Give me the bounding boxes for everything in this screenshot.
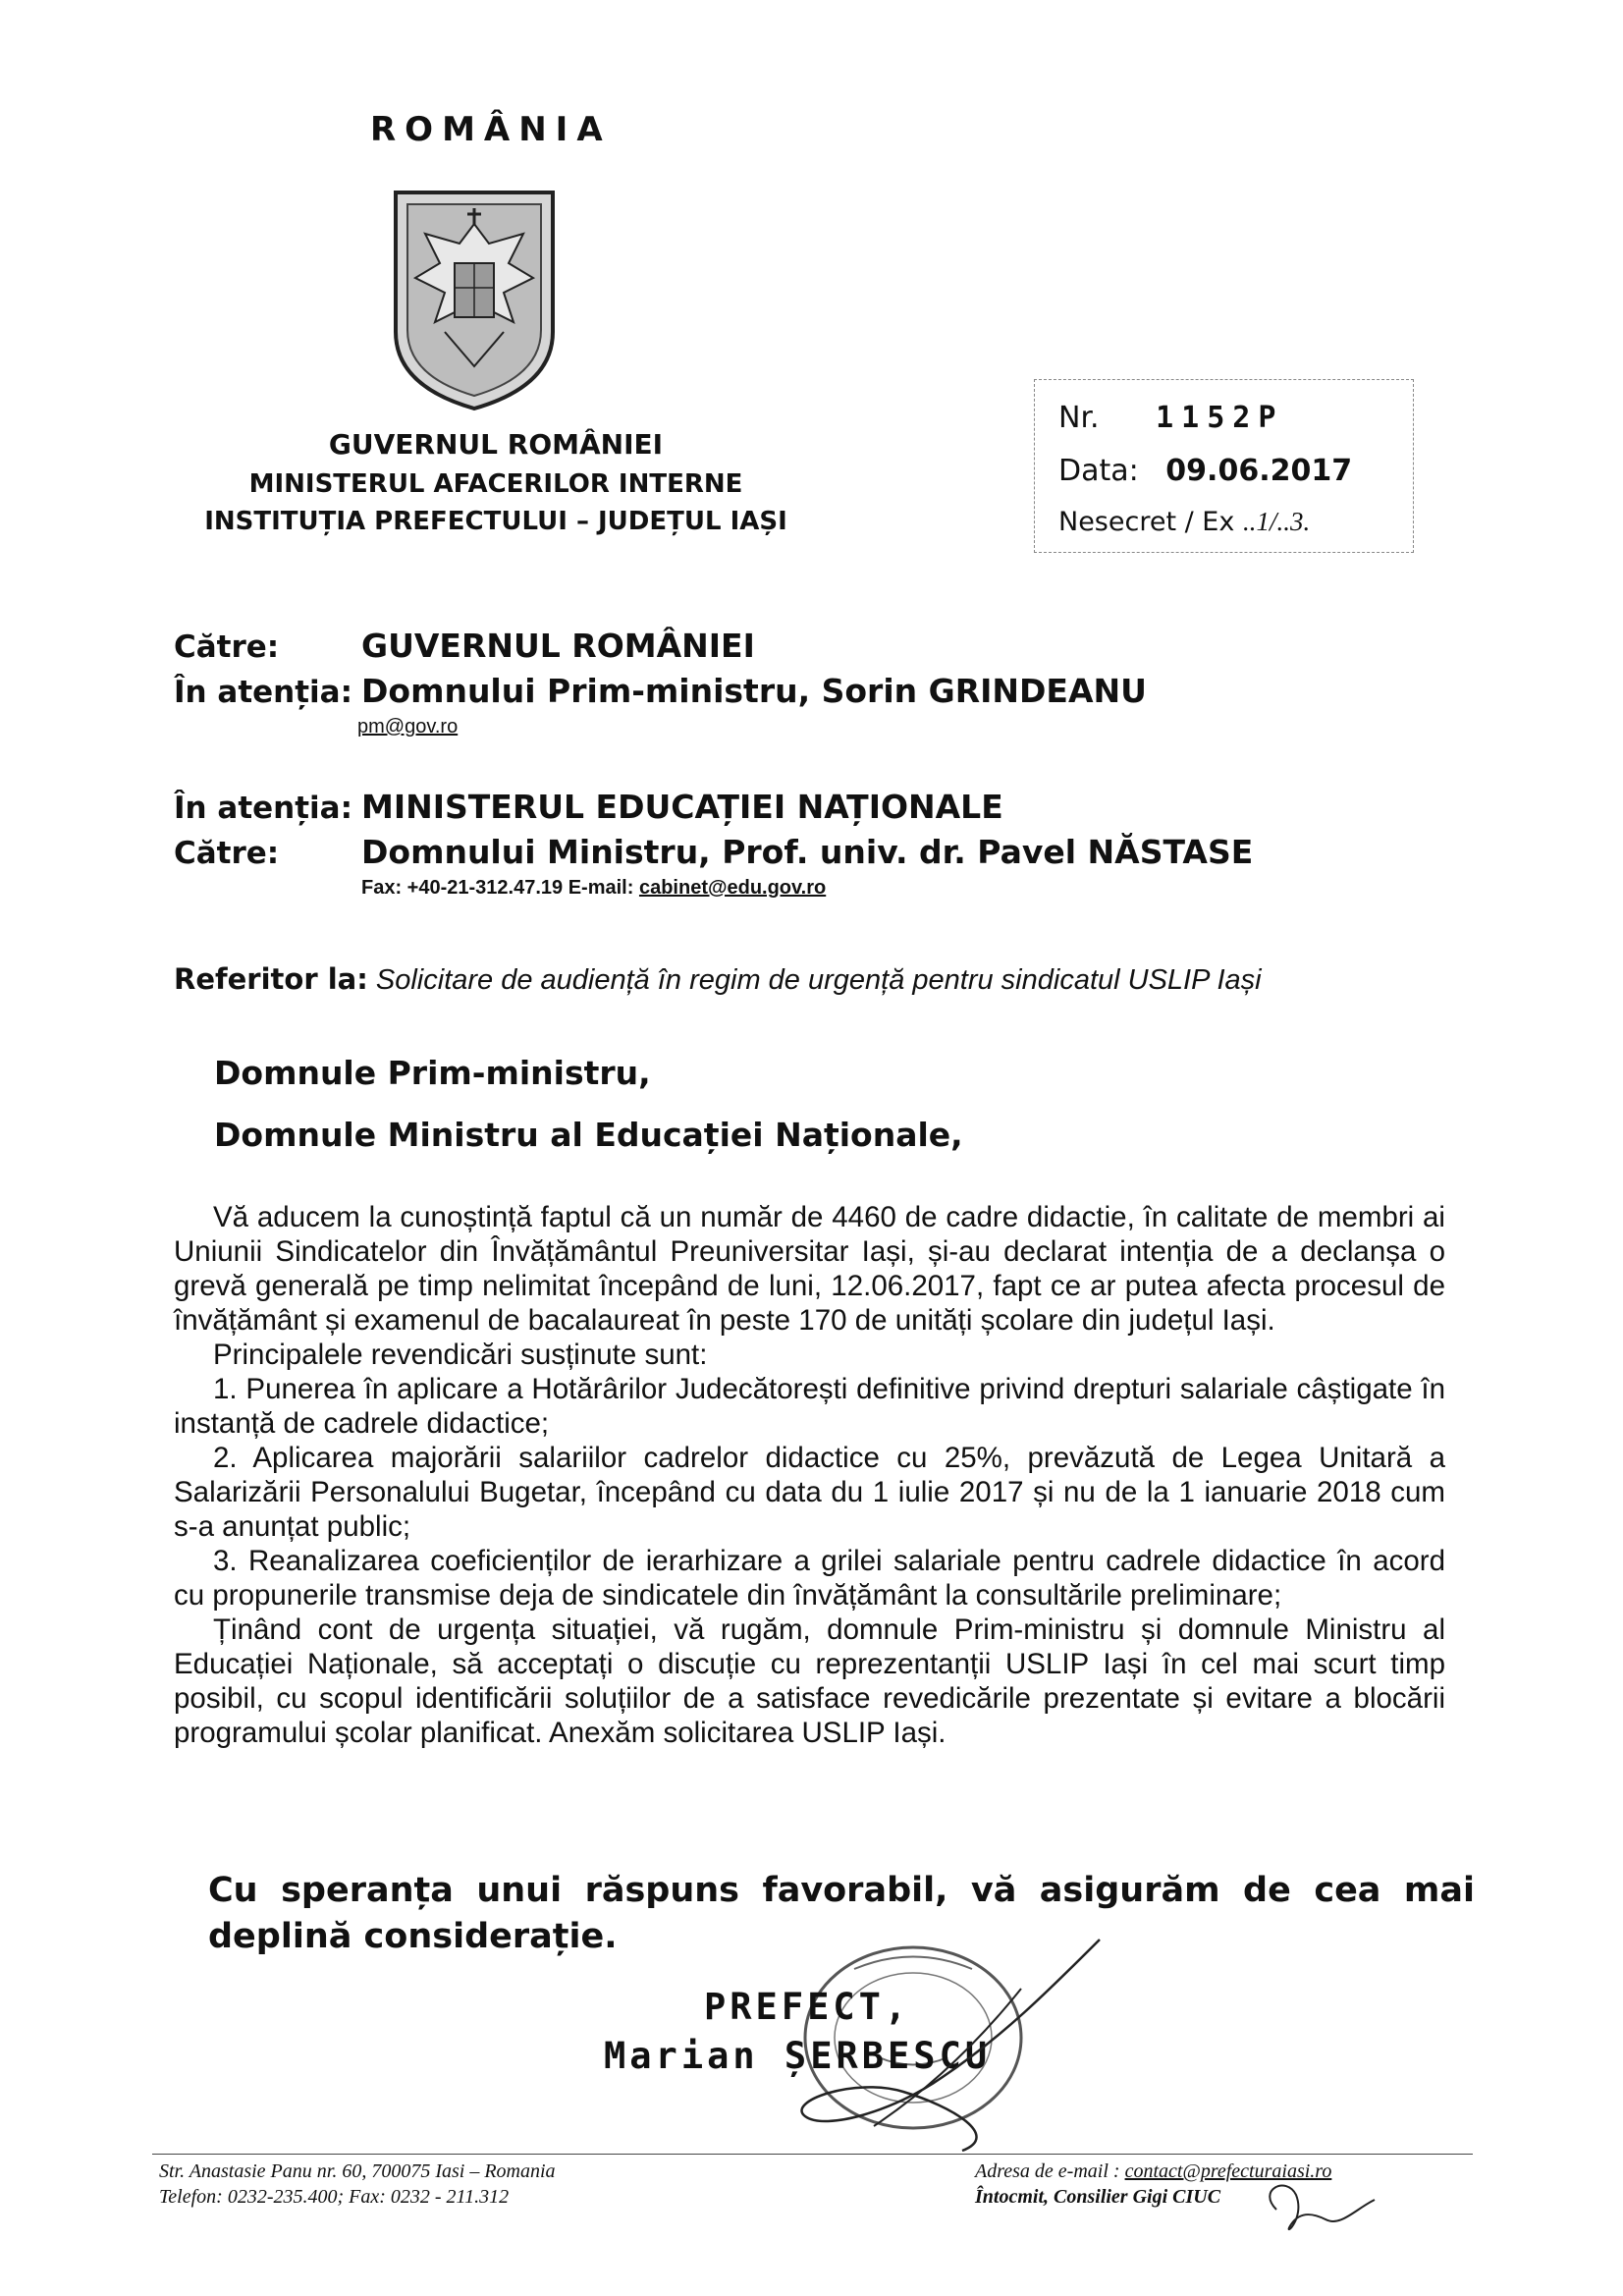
reference-line [174, 962, 1262, 997]
registry-classification [1058, 507, 1310, 537]
country-heading: ROMÂNIA [370, 110, 612, 149]
attention-prime-minister: Domnului Prim-ministru, Sorin GRINDEANU [361, 672, 1147, 710]
registry-copy-value: ..1/..3. [1242, 507, 1311, 536]
registry-number-label: Nr. [1058, 401, 1100, 435]
registry-number-value: 1152P [1156, 401, 1284, 435]
footer-rule [152, 2154, 1473, 2155]
body-claim-1: 1. Punerea în aplicare a Hotărârilor Judecătorești definitive privind drepturi salariale câștigate în instanță de cadrele didactice; [174, 1373, 1445, 1440]
footer-email-label: Adresa de e-mail : [975, 2160, 1120, 2182]
salutation-minister: Domnule Ministru al Educației Naționale, [214, 1116, 963, 1154]
ministry-fax: Fax: +40-21-312.47.19 E-mail: [361, 877, 634, 899]
body-claim-3: 3. Reanalizarea coeficienților de ierarhizare a grilei salariale pentru cadrele didactice în acord cu propunerile transmise deja de sindicatele din învățământ la consultările preliminare; [174, 1545, 1445, 1612]
handwritten-signature [766, 1930, 1139, 2165]
attention-ministry: MINISTERUL EDUCAȚIEI NAȚIONALE [361, 788, 1003, 826]
header-ministry: MINISTERUL AFACERILOR INTERNE [248, 469, 743, 499]
header-institution: INSTITUȚIA PREFECTULUI – JUDEȚUL IAȘI [204, 507, 787, 536]
body-intro: Vă aducem la cunoștință faptul că un număr de 4460 de cadre didactie, în calitate de membri ai Uniunii Sindicatelor din Învățământul Preuniversitar Iași, și-au declarat intenția de a declanșa o grevă generală pe timp nelimitat începând de luni, 12.06.2017, fapt ce ar putea afecta procesul de învățământ și examenul de bacalaureat în peste 170 de unități școlare din județul Iași. [174, 1201, 1445, 1337]
body-request: Ținând cont de urgența situației, vă rugăm, domnule Prim-ministru și domnule Ministru al Educației Naționale, să acceptați o discuție cu reprezentanții USLIP Iași în cel mai scurt timp posibil, cu scopul identificării soluțiilor de a satisface revedicările prezentate și evitare a blocării programului școlar planificat. Anexăm solicitarea USLIP Iași. [174, 1613, 1445, 1749]
attention-label-2: În atenția: [174, 791, 352, 826]
reference-label: Referitor la: [174, 962, 368, 996]
footer-prepared-by: Întocmit, Consilier Gigi CIUC [975, 2186, 1221, 2208]
salutation-prime-minister: Domnule Prim-ministru, [214, 1054, 651, 1092]
body-claims-intro: Principalele revendicări susținute sunt: [213, 1339, 708, 1371]
to-minister: Domnului Ministru, Prof. univ. dr. Pavel NĂSTASE [361, 833, 1254, 871]
ministry-email-link[interactable]: cabinet@edu.gov.ro [638, 877, 827, 899]
registry-number [1058, 401, 1283, 435]
registry-date-label: Data: [1058, 454, 1139, 488]
body-claim-2: 2. Aplicarea majorării salariilor cadrelor didactice cu 25%, prevăzută de Legea Unitară a Salarizării Personalului Bugetar, începând cu data du 1 iulie 2017 și nu de la 1 ianuarie 2018 cum s-a anunțat public; [174, 1442, 1445, 1543]
to-label-2: Către: [174, 836, 280, 871]
pm-email-link[interactable]: pm@gov.ro [357, 716, 459, 738]
coat-of-arms-icon [386, 185, 563, 412]
reference-text: Solicitare de audiență în regim de urgență pentru sindicatul USLIP Iași [375, 964, 1262, 996]
attention-label: În atenția: [174, 675, 352, 710]
footer-email-link[interactable]: contact@prefecturaiasi.ro [1124, 2160, 1332, 2182]
signatory-title: PREFECT, [704, 1986, 911, 2028]
signatory-name: Marian ȘERBESCU [604, 2035, 992, 2077]
registry-date [1058, 454, 1352, 488]
closing-formula: Cu speranța unui răspuns favorabil, vă asigurăm de cea mai deplină considerație. [208, 1871, 1475, 1956]
registry-date-value: 09.06.2017 [1165, 454, 1353, 488]
ministry-contact [361, 877, 826, 900]
to-government: GUVERNUL ROMÂNIEI [361, 627, 755, 665]
registry-classification-label: Nesecret / Ex [1058, 507, 1235, 537]
footer-address: Str. Anastasie Panu nr. 60, 700075 Iasi – Romania [159, 2160, 556, 2182]
footer-phone: Telefon: 0232-235.400; Fax: 0232 - 211.312 [159, 2186, 510, 2208]
header-government: GUVERNUL ROMÂNIEI [328, 428, 664, 461]
letter-body [174, 1200, 1445, 1750]
initials-signature [1247, 2170, 1394, 2249]
to-label: Către: [174, 629, 280, 665]
